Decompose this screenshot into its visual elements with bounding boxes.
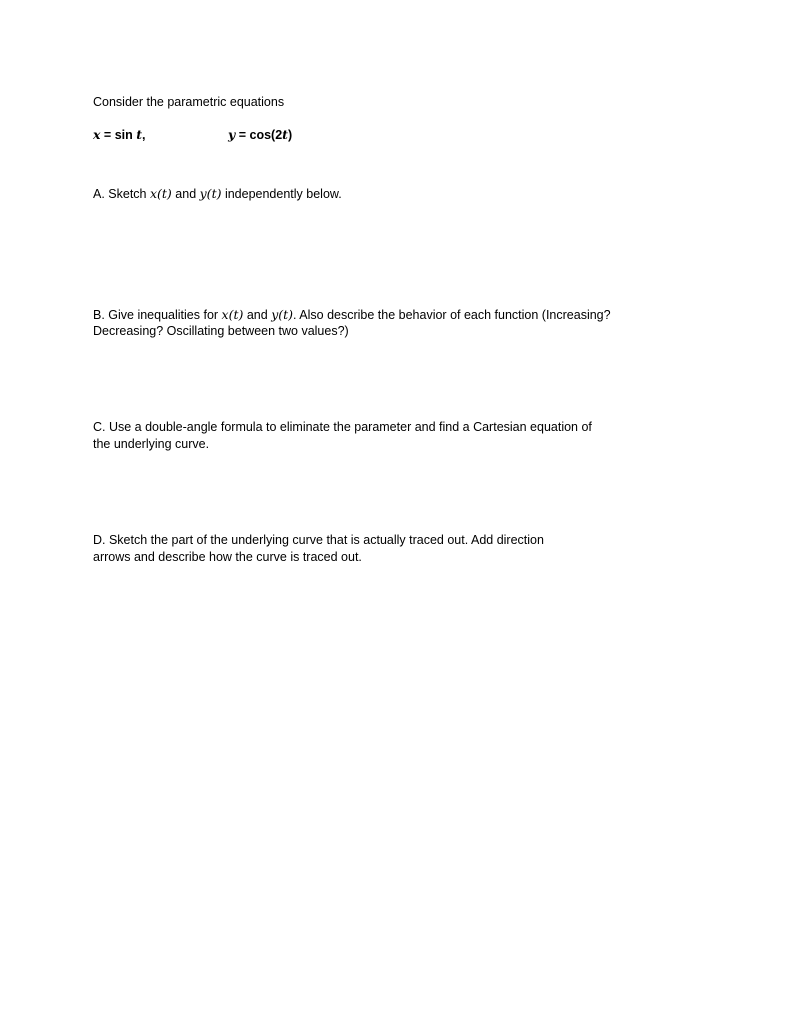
part-a-and: and: [171, 187, 200, 201]
part-d-question-line2: arrows and describe how the curve is traced out.: [93, 550, 362, 564]
x-equation: [93, 126, 146, 144]
x-equation-suffix: ,: [142, 128, 146, 142]
part-b-question-line2: Decreasing? Oscillating between two values?): [93, 324, 349, 338]
part-d-question-line1: D. Sketch the part of the underlying curve that is actually traced out. Add direction: [93, 533, 544, 547]
y-equation-rhs: = cos(2: [235, 128, 283, 142]
part-b-and: and: [243, 308, 272, 322]
part-a-y-of-t: y(t): [199, 186, 222, 201]
part-a-prefix: A. Sketch: [93, 187, 150, 201]
part-b-question-line1: [93, 306, 611, 324]
part-b-suffix: . Also describe the behavior of each function (Increasing?: [293, 308, 611, 322]
x-variable: x: [93, 127, 101, 142]
part-a-question: [93, 185, 342, 203]
x-equation-rhs: = sin: [100, 128, 137, 142]
part-b-y-of-t: y(t): [271, 307, 294, 322]
x-equation-param: t: [136, 127, 143, 142]
part-c-question-line2: the underlying curve.: [93, 437, 210, 451]
part-b-prefix: B. Give inequalities for: [93, 308, 222, 322]
y-equation: [228, 126, 292, 144]
intro-text: Consider the parametric equations: [93, 95, 285, 109]
part-a-suffix: independently below.: [221, 187, 342, 201]
part-a-x-of-t: x(t): [149, 186, 172, 201]
y-variable: y: [228, 127, 236, 142]
part-b-x-of-t: x(t): [221, 307, 244, 322]
part-c-question-line1: C. Use a double-angle formula to eliminate the parameter and find a Cartesian equation of: [93, 420, 592, 434]
y-equation-param: t: [282, 127, 288, 142]
y-equation-suffix: ): [287, 128, 293, 142]
